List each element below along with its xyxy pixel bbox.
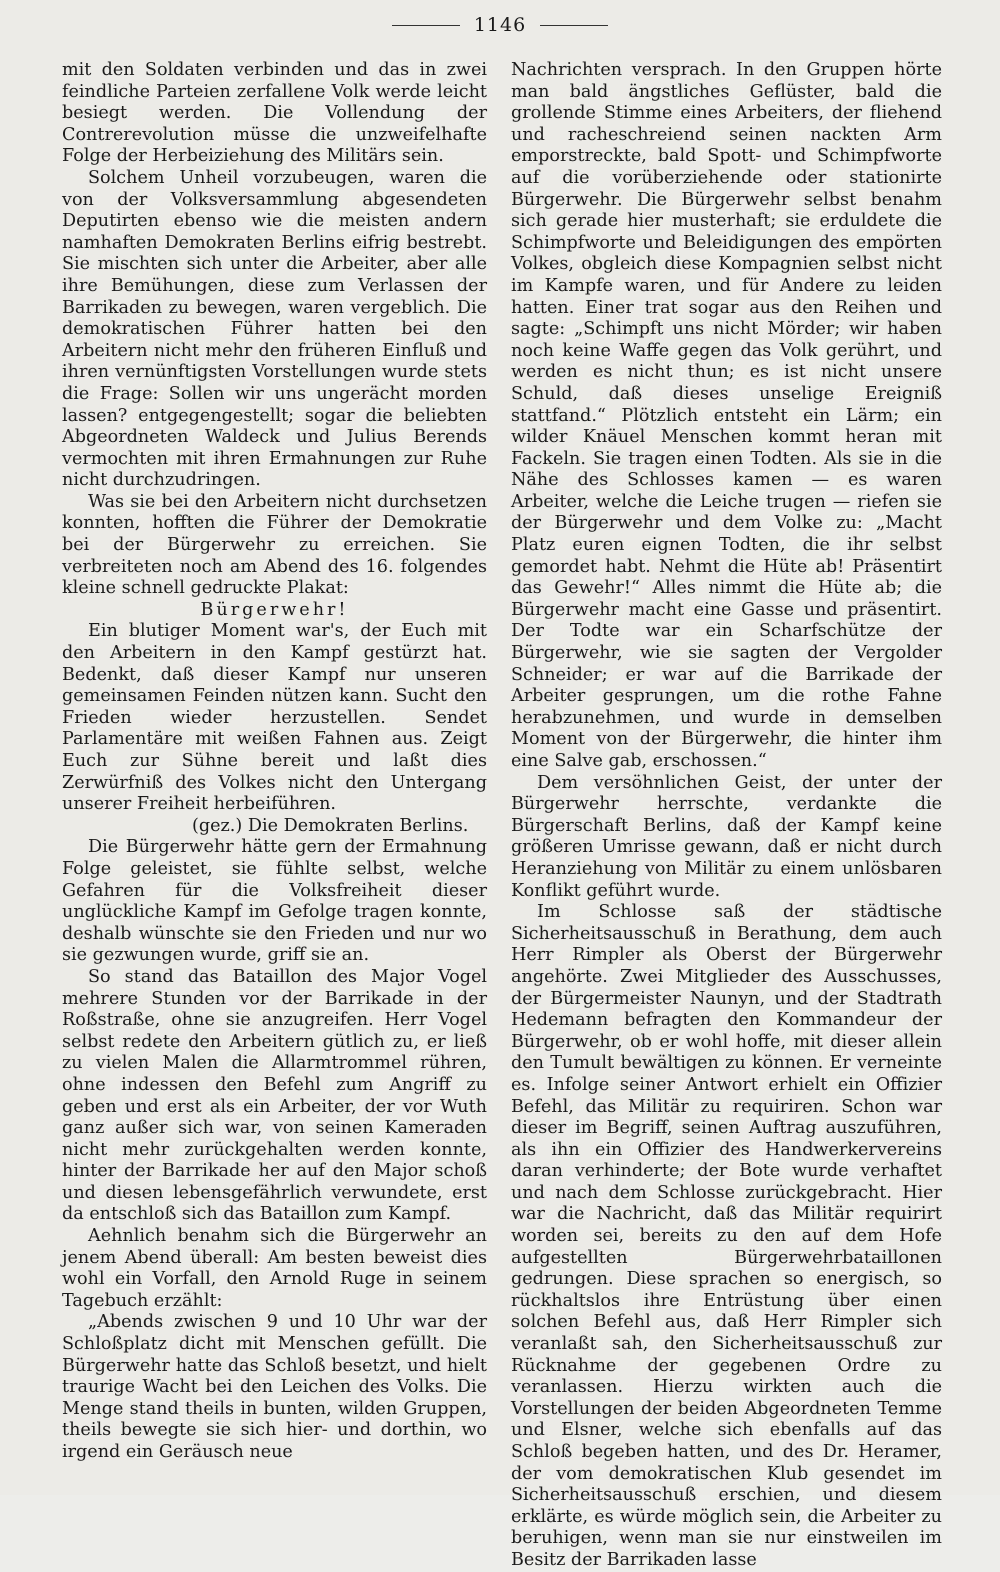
placard-heading: Bürgerwehr! [200, 599, 349, 620]
left-column [62, 60, 487, 1464]
header-rule-left [392, 25, 460, 26]
paragraph: mit den Soldaten verbinden und das in zwei feindliche Parteien zerfallene Volk werde leicht besiegt werden. Die Vollendung der Contrerevolution müsse die unzweifelhafte Folge der Herbeiziehung des Militärs sein. [62, 60, 487, 167]
quotation-continued: Nachrichten versprach. In den Gruppen hörte man bald ängstliches Geflüster, bald die grollende Stimme eines Arbeiters, der fliehend und racheschreiend seinen nackten Arm emporstreckte, bald Spott- und Schimpfworte auf die vorüberziehende oder stationirte Bürgerwehr. Die Bürgerwehr selbst benahm sich gerade hier musterhaft; sie erduldete die Schimpfworte und Beleidigungen des empörten Volkes, obgleich diese Kompagnien selbst nicht im Kampfe waren, und für Andere zu leiden hatten. Einer trat sogar aus den Reihen und sagte: „Schimpft uns nicht Mörder; wir haben noch keine Waffe gegen das Volk gerührt, und werden es nicht thun; es ist nicht unsere Schuld, daß dieses unselige Ereigniß stattfand.“ Plötzlich entsteht ein Lärm; ein wilder Knäuel Menschen kommt heran mit Fackeln. Sie tragen einen Todten. Als sie in die Nähe des Schlosses kamen — es waren Arbeiter, welche die Leiche trugen — riefen sie der Bürgerwehr und dem Volke zu: „Macht Platz euren eignen Todten, die ihr selbst gemordet habt. Nehmt die Hüte ab! Präsentirt das Gewehr!“ Alles nimmt die Hüte ab; die Bürgerwehr macht eine Gasse und präsentirt. Der Todte war ein Scharfschütze der Bürgerwehr, wie sie sagten der Vergolder Schneider; er war auf die Barrikade der Arbeiter gesprungen, um die rothe Fahne herabzunehmen, und wurde in demselben Moment von der Bürgerwehr, die hinter ihm eine Salve gab, erschossen.“ [511, 60, 942, 771]
page-number: 1146 [473, 14, 527, 36]
quotation: „Abends zwischen 9 und 10 Uhr war der Schloßplatz dicht mit Menschen gefüllt. Die Bürgerwehr hatte das Schloß besetzt, und hielt traurige Wacht bei den Leichen des Volks. Die Menge stand theils in bunten, wilden Gruppen, theils bewegte sie sich hier- und dorthin, wo irgend ein Geräusch neue [62, 1312, 487, 1462]
paragraph: Die Bürgerwehr hätte gern der Ermahnung Folge geleistet, sie fühlte selbst, welche Gefahren für die Volksfreiheit dieser unglückliche Kampf im Gefolge tragen konnte, deshalb wünschte sie den Frieden und nur wo sie gezwungen wurde, griff sie an. [62, 837, 487, 966]
paragraph: Aehnlich benahm sich die Bürgerwehr an jenem Abend überall: Am besten beweist dies wohl ein Vorfall, den Arnold Ruge in seinem Tagebuch erzählt: [62, 1226, 487, 1311]
page-header [0, 14, 1000, 36]
paragraph: Im Schlosse saß der städtische Sicherheitsausschuß in Berathung, dem auch Herr Rimpler als Oberst der Bürgerwehr angehörte. Zwei Mitglieder des Ausschusses, der Bürgermeister Naunyn, und der Stadtrath Hedemann befragten den Kommandeur der Bürgerwehr, ob er wohl hoffe, mit dieser allein den Tumult bewältigen zu können. Er verneinte es. Infolge seiner Antwort erhielt ein Offizier Befehl, das Militär zu requiriren. Schon war dieser im Begriff, seinen Auftrag auszuführen, als ihn ein Offizier des Handwerkervereins daran verhinderte; der Bote wurde verhaftet und nach dem Schlosse zurückgebracht. Hier war die Nachricht, daß das Militär requirirt worden sei, bereits zu den auf dem Hofe aufgestellten Bürgerwehrbataillonen gedrungen. Diese sprachen so energisch, so rückhaltslos ihre Entrüstung über einen solchen Befehl aus, daß Herr Rimpler sich veranlaßt sah, den Sicherheitsausschuß zur Rücknahme der gegebenen Ordre zu veranlassen. Hierzu wirkten auch die Vorstellungen der beiden Abgeordneten Temme und Elsner, welche sich ebenfalls auf das Schloß begeben hatten, und des Dr. Heramer, der vom demokratischen Klub gesendet im Sicherheitsausschuß erschien, und diesem erklärte, es würde möglich sein, die Arbeiter zu beruhigen, wenn man sie nur einstweilen im Besitz der Barrikaden lasse [511, 902, 942, 1570]
paragraph: Was sie bei den Arbeitern nicht durchsetzen konnten, hofften die Führer der Demokratie bei der Bürgerwehr zu erreichen. Sie verbreiteten noch am Abend des 16. folgendes kleine schnell gedruckte Plakat: [62, 491, 487, 599]
paragraph: Solchem Unheil vorzubeugen, waren die von der Volksversammlung abgesendeten Deputirten ebenso wie die meisten andern namhaften Demokraten Berlins eifrig bestrebt. Sie mischten sich unter die Arbeiter, aber alle ihre Bemühungen, diese zum Verlassen der Barrikaden zu bewegen, waren vergeblich. Die demokratischen Führer hatten bei den Arbeitern nicht mehr den früheren Einfluß und ihren vernünftigsten Vorstellungen wurde stets die Frage: Sollen wir uns ungerächt morden lassen? entgegengestellt; sogar die beliebten Abgeordneten Waldeck und Julius Berends vermochten mit ihren Ermahnungen zur Ruhe nicht durchzudringen. [62, 167, 487, 491]
right-column [511, 60, 942, 1572]
paragraph: Dem versöhnlichen Geist, der unter der Bürgerwehr herrschte, verdankte die Bürgerschaft Berlins, daß der Kampf keine größeren Umrisse gewann, daß er nicht durch Heranziehung von Militär zu einem unlösbaren Konflikt geführt wurde. [511, 772, 942, 901]
placard-signature: (gez.) Die Demokraten Berlins. [192, 815, 469, 836]
paragraph: So stand das Bataillon des Major Vogel mehrere Stunden vor der Barrikade in der Roßstraße, ohne sie anzugreifen. Herr Vogel selbst redete den Arbeitern gütlich zu, er ließ zu vielen Malen die Allarmtrommel rühren, ohne indessen den Befehl zum Angriff zu geben und erst als ein Arbeiter, der vor Wuth ganz außer sich war, von seinen Kameraden nicht mehr zurückgehalten werden konnte, hinter der Barrikade her auf den Major schoß und diesen lebensgefährlich verwundete, erst da entschloß sich das Bataillon zum Kampf. [62, 966, 487, 1225]
placard-text: Ein blutiger Moment war's, der Euch mit den Arbeitern in den Kampf gestürzt hat. Bedenkt, daß dieser Kampf nur unseren gemeinsamen Feinden nützen kann. Sucht den Frieden wieder herzustellen. Sendet Parlamentäre mit weißen Fahnen aus. Zeigt Euch zur Sühne bereit und laßt dies Zerwürfniß des Volkes nicht den Untergang unserer Freiheit herbeiführen. [62, 621, 487, 815]
header-rule-right [540, 25, 608, 26]
